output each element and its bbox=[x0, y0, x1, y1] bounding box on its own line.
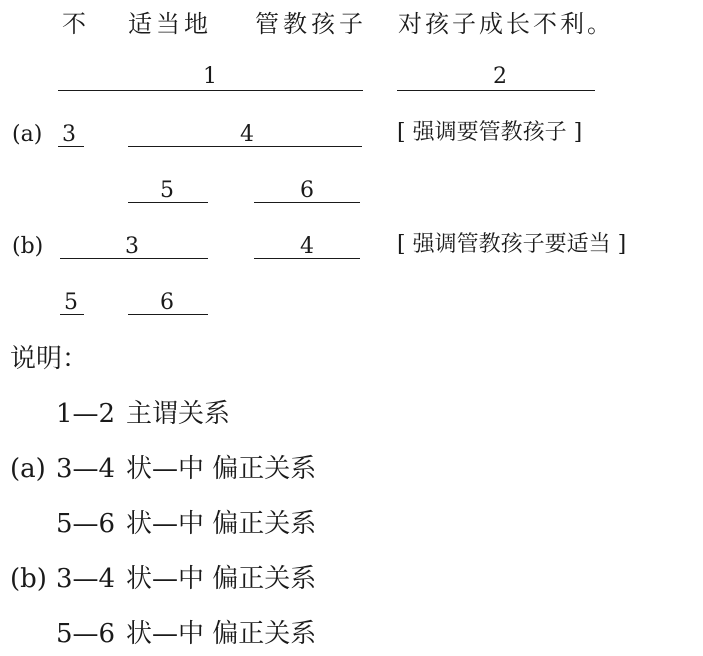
marker-b: (b) bbox=[12, 234, 44, 259]
explanation-pair: 1—2 bbox=[56, 399, 116, 429]
marker-a: (a) bbox=[12, 122, 43, 147]
explanation-text: 状—中 偏正关系 bbox=[126, 564, 317, 594]
b-underline-3 bbox=[60, 258, 208, 259]
a-note: [ 强调要管教孩子 ] bbox=[397, 120, 583, 145]
label-1: 1 bbox=[203, 64, 217, 89]
b-label-6: 6 bbox=[160, 290, 174, 315]
explanation-text: 主谓关系 bbox=[126, 399, 231, 429]
b-underline-4 bbox=[254, 258, 360, 259]
explanation-marker-a: (a) bbox=[10, 454, 46, 484]
word-predicate: 对孩子成长不利。 bbox=[398, 10, 614, 38]
b-note: [ 强调管教孩子要适当 ] bbox=[397, 232, 627, 257]
a-underline-6 bbox=[254, 202, 360, 203]
a-label-6: 6 bbox=[300, 178, 314, 203]
explanation-text: 状—中 偏正关系 bbox=[126, 619, 317, 649]
explanation-pair: 5—6 bbox=[56, 619, 116, 649]
b-underline-6 bbox=[128, 314, 208, 315]
underline-2 bbox=[397, 90, 595, 91]
explanation-title: 说明： bbox=[10, 344, 89, 374]
a-underline-5 bbox=[128, 202, 208, 203]
a-label-3: 3 bbox=[62, 122, 76, 147]
b-label-4: 4 bbox=[300, 234, 314, 259]
word-bu: 不 bbox=[62, 10, 86, 38]
a-underline-3 bbox=[58, 146, 84, 147]
label-2: 2 bbox=[493, 64, 507, 89]
explanation-pair: 3—4 bbox=[56, 564, 116, 594]
a-label-5: 5 bbox=[160, 178, 174, 203]
explanation-pair: 3—4 bbox=[56, 454, 116, 484]
explanation-pair: 5—6 bbox=[56, 509, 116, 539]
explanation-text: 状—中 偏正关系 bbox=[126, 454, 317, 484]
word-shidangdi: 适当地 bbox=[128, 10, 212, 38]
explanation-text: 状—中 偏正关系 bbox=[126, 509, 317, 539]
b-underline-5 bbox=[60, 314, 84, 315]
explanation-marker-b: (b) bbox=[10, 564, 47, 594]
b-label-5: 5 bbox=[64, 290, 78, 315]
a-label-4: 4 bbox=[240, 122, 254, 147]
a-underline-4 bbox=[128, 146, 362, 147]
word-guanjiao-haizi: 管教孩子 bbox=[255, 10, 367, 38]
b-label-3: 3 bbox=[125, 234, 139, 259]
underline-1 bbox=[58, 90, 363, 91]
